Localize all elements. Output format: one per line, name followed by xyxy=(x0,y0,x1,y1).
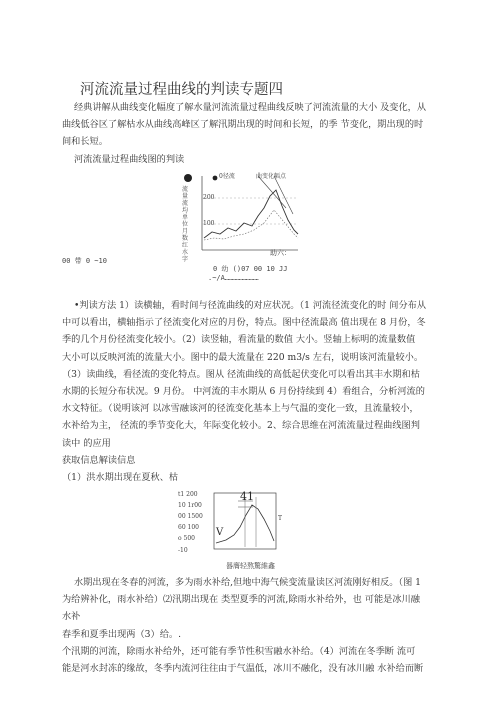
intro-line: 经典讲解从曲线变化幅度了解水量河流流量过程曲线反映了河流流量的大小 及变化，从 xyxy=(74,102,427,113)
y-tick: 10 1r00 xyxy=(178,502,202,509)
analysis-paragraph: 水期出现在冬春的河流，多为雨水补给,但地中海气候变流量读区河流刚好相反。（图 1 为给辨补化，雨水补给）⑵汛期出现在 类型夏季的河流,除雨水补给外，也 可能是冰川融 水补 春季和夏季出现两（3）给。. 个汛期的河流，除雨水补给外，还可能有季节性积雪融水补给。（4）河流在冬季断 流可 能是河水封冻的缘故，冬季内流河往往由于气温低，冰川不融化，没有冰川融 水补给而断 xyxy=(62,577,424,675)
runoff-chart-graphic xyxy=(178,168,328,258)
label-t: T xyxy=(278,515,283,522)
figure-caption: 器膺轻熬驚維鑫 xyxy=(226,562,275,570)
x-axis-dots: .~/A…………………… xyxy=(208,274,259,282)
label-41: 41 xyxy=(240,490,254,503)
y-tick: t1 200 xyxy=(178,491,198,498)
y-tick: 00 1500 xyxy=(178,513,203,520)
page-title: 河流流量过程曲线的判读专题四 xyxy=(80,82,283,98)
figure-note: 助六： xyxy=(270,249,291,257)
method-paragraph: •判读方法 1）读横轴，看时间与径流曲线的对应状况。（1 河流径流变化的时 间分布从 中可以看出，横轴指示了径流变化对应的月份，特点。图中径流最高 值出现在 8 月份，冬 季的几个月份径流变化较小。（2）读竖轴，看流量的数值 大小。竖轴上标明的流量数值 大小可以反映河流的流量大小。图中的最大流量在 220 m3/s 左右，说明该河流量较小。 （3）读曲线，看径流的变化特点。图从 径流曲线的高低起伏变化可以看出其丰水期和枯 水期的长短分布状况。9 月份。 中河流的丰水期从 6 月份持续到 4）看组合，分析河流的 水文特征。（说明该河 以冰雪融该河的径流变化基本上与气温的变化一致，且流量较小， 水补给为主， 径流的季节变化大，年际变化较小。2、综合思维在河流流量过程曲线图判 读中 的应用 获取信息解读信息 （1）洪水期出现在夏秋、枯 xyxy=(62,300,427,484)
intro-paragraph xyxy=(62,99,444,151)
label-v: V xyxy=(216,527,224,538)
vertical-axis-label: 流量流均 单 位 月 数 红 水 字 xyxy=(182,186,189,263)
runoff-chart-figure xyxy=(178,168,328,263)
intro-line: 曲线低谷区了解枯水从曲线高峰区了解汛期出现的时间和长短，的季 节变化，期出现的时 xyxy=(62,119,424,131)
section-heading: 河流流量过程曲线图的判读 xyxy=(74,154,185,165)
flow-diagram-figure xyxy=(178,485,296,557)
y-tick-200: 200 xyxy=(203,194,215,201)
y-tick-100: 100 xyxy=(203,220,215,227)
y-tick: 60 100 xyxy=(178,524,199,531)
legend-runoff: 0径流 xyxy=(219,173,235,180)
x-axis-months: 0 幼 ()07 00 10 JJ xyxy=(213,265,288,273)
figure-left-code: 00 带 0 ~10 xyxy=(62,257,107,265)
intro-line: 间和长短。 xyxy=(62,136,108,148)
y-tick: -10 xyxy=(178,547,188,554)
legend-change-point: 曲变化幅点 xyxy=(256,173,287,180)
y-tick: o 500 xyxy=(178,535,195,542)
